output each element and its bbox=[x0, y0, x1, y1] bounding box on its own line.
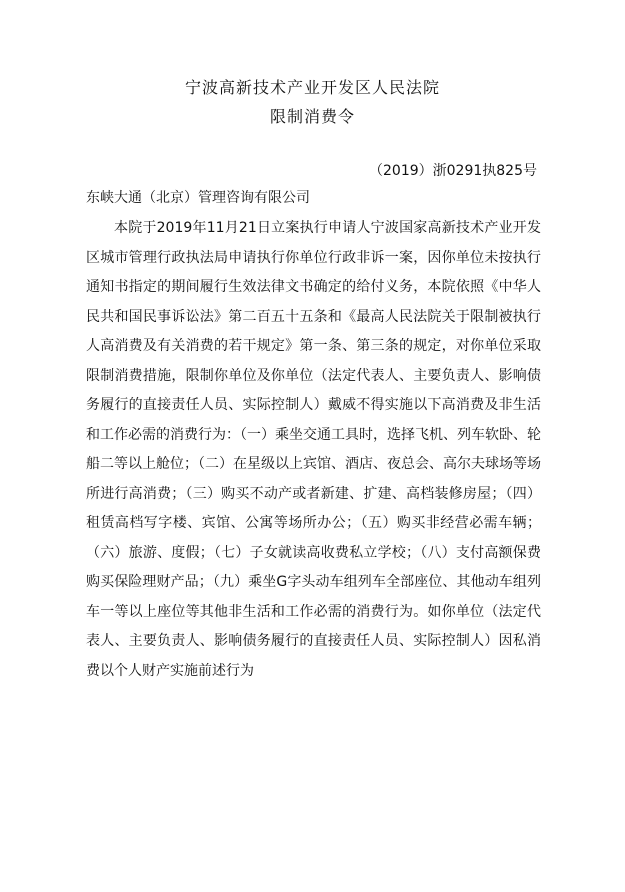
order-body-paragraph: 本院于2019年11月21日立案执行申请人宁波国家高新技术产业开发区城市管理行政执法局申请执行你单位行政非诉一案，因你单位未按执行通知书指定的期间履行生效法律文书确定的给付义务，本院依照《中华人民共和国民事诉讼法》第二百五十五条和《最高人民法院关于限制被执行人高消费及有关消费的若干规定》第一条、第三条的规定，对你单位采取限制消费措施，限制你单位及你单位（法定代表人、主要负责人、影响债务履行的直接责任人员、实际控制人）戴威不得实施以下高消费及非生活和工作必需的消费行为：（一）乘坐交通工具时，选择飞机、列车软卧、轮船二等以上舱位；（二）在星级以上宾馆、酒店、夜总会、高尔夫球场等场所进行高消费；（三）购买不动产或者新建、扩建、高档装修房屋；（四）租赁高档写字楼、宾馆、公寓等场所办公；（五）购买非经营必需车辆；（六）旅游、度假；（七）子女就读高收费私立学校；（八）支付高额保费购买保险理财产品；（九）乘坐G字头动车组列车全部座位、其他动车组列车一等以上座位等其他非生活和工作必需的消费行为。如你单位（法定代表人、主要负责人、影响债务履行的直接责任人员、实际控制人）因私消费以个人财产实施前述行为 bbox=[86, 220, 541, 679]
court-name-title: 宁波高新技术产业开发区人民法院 bbox=[184, 78, 440, 97]
addressee: 东峡大通（北京）管理咨询有限公司 bbox=[86, 190, 310, 206]
order-title: 限制消费令 bbox=[269, 107, 355, 126]
case-number: （2019）浙0291执825号 bbox=[369, 163, 537, 179]
